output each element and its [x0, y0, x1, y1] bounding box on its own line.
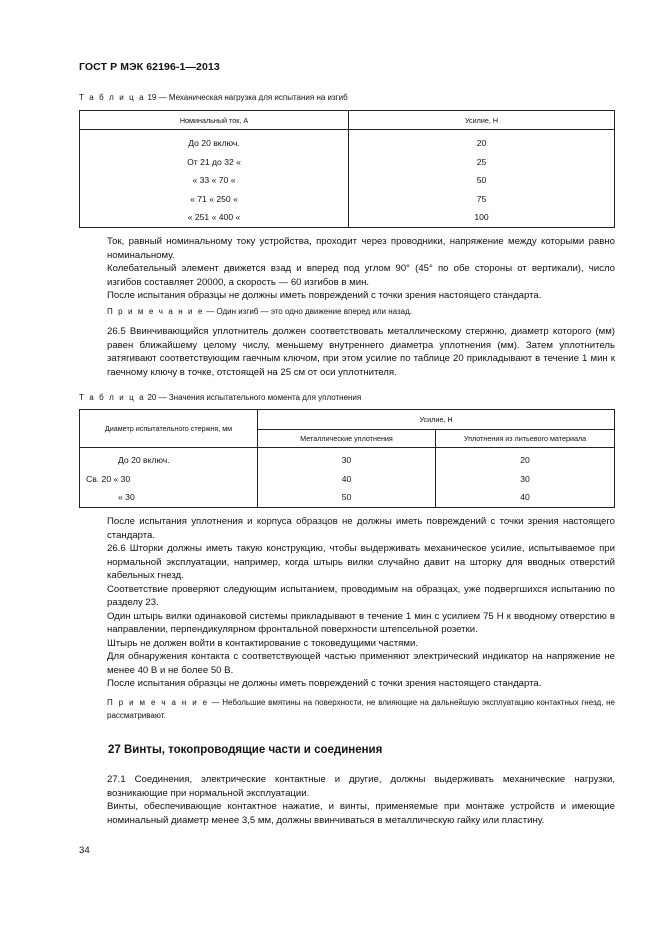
table20-cell: 40	[436, 488, 615, 507]
paragraph: Соответствие проверяют следующим испытанием, проводимым на образцах, уже подвергшихся испытанию по разделу 23.	[107, 583, 615, 608]
table19-cell: 100	[349, 208, 615, 227]
note-text: — Небольшие вмятины на поверхности, не влияющие на дальнейшую эксплуатацию контактных гнезд, не рассматривают.	[107, 698, 616, 720]
paragraph: Для обнаружения контакта с соответствующей частью применяют электрический индикатор на напряжение не менее 40 В и не более 50 В.	[107, 651, 615, 676]
note-label: П р и м е ч а н и е	[107, 698, 209, 707]
table20-cell: 40	[258, 470, 436, 489]
table20-cell: 30	[436, 470, 615, 489]
note-2	[79, 697, 615, 722]
table19-cell: « 251 « 400 «	[80, 208, 349, 227]
table19-cell: 20	[349, 130, 615, 153]
table-row	[80, 208, 615, 227]
table19-cell: 25	[349, 153, 615, 172]
table19-caption-label: Т а б л и ц а	[79, 93, 146, 102]
paragraph: 27.1 Соединения, электрические контактные и другие, должны выдерживать механические нагрузки, возникающие при нормальной эксплуатации.	[107, 774, 615, 799]
table19-header-force: Усилие, Н	[349, 111, 615, 130]
paragraph: Один штырь вилки одинаковой системы прикладывают в течение 1 мин с усилием 75 Н к вводному отверстию в направлении, перпендикулярном фронтальной поверхности штепсельной розетки.	[107, 610, 615, 635]
paragraph: Колебательный элемент движется взад и вперед под углом 90° (45° по обе стороны от вертикали), число изгибов составляет 20000, а скорость — 60 изгибов в мин.	[107, 263, 615, 288]
table20-cell: 50	[258, 488, 436, 507]
table20-caption-text: 20 — Значения испытательного момента для уплотнения	[147, 393, 362, 402]
paragraph: Ток, равный номинальному току устройства, проходит через проводники, напряжение между которыми равно номинальному.	[107, 236, 615, 261]
table20-cell: До 20 включ.	[80, 448, 258, 470]
table20-cell: 20	[436, 448, 615, 470]
paragraph-block-2	[79, 325, 615, 379]
paragraph-block-1	[79, 235, 615, 303]
table19-caption	[79, 93, 348, 102]
table20-caption	[79, 393, 361, 402]
table19-cell: 50	[349, 171, 615, 190]
paragraph: Винты, обеспечивающие контактное нажатие, и винты, применяемые при монтаже устройств и имеющие номинальный диаметр менее 3,5 мм, должны ввинчиваться в металлическую гайку или пластину.	[107, 801, 615, 826]
table19-cell: « 71 « 250 «	[80, 190, 349, 209]
table20-header-force: Усилие, Н	[258, 410, 615, 430]
table20-cell: « 30	[80, 488, 258, 507]
document-header: ГОСТ Р МЭК 62196-1—2013	[79, 61, 220, 73]
paragraph: Штырь не должен войти в контактирование с токоведущими частями.	[107, 637, 419, 649]
table-row	[80, 470, 615, 489]
section-heading: 27 Винты, токопроводящие части и соединения	[108, 744, 383, 756]
table-row	[80, 171, 615, 190]
page-number: 34	[79, 845, 90, 856]
note-label: П р и м е ч а н и е	[107, 307, 204, 316]
paragraph: 26.6 Шторки должны иметь такую конструкцию, чтобы выдерживать механическое усилие, испытываемое при нормальной эксплуатации, например, когда штырь вилки случайно давит на шторку для вводных отверстий кабельных гнезд.	[107, 543, 615, 581]
table20-caption-label: Т а б л и ц а	[79, 393, 146, 402]
table19-cell: До 20 включ.	[80, 130, 349, 153]
table20-cell: 30	[258, 448, 436, 470]
table20-header-metal: Металлические уплотнения	[258, 430, 436, 448]
table20-header-cast: Уплотнения из литьевого материала	[436, 430, 615, 448]
table-row	[80, 488, 615, 507]
table-row	[80, 130, 615, 153]
note-1	[79, 306, 615, 319]
paragraph-block-3	[79, 515, 615, 691]
table-row	[80, 448, 615, 470]
paragraph-block-4	[79, 773, 615, 827]
paragraph: После испытания образцы не должны иметь повреждений с точки зрения настоящего стандарта.	[107, 290, 542, 301]
table20-header-diameter: Диаметр испытательного стержня, мм	[80, 410, 258, 448]
table19-cell: От 21 до 32 «	[80, 153, 349, 172]
table-20	[79, 409, 615, 508]
paragraph: После испытания образцы не должны иметь повреждений с точки зрения настоящего стандарта.	[107, 678, 542, 689]
table-row	[80, 153, 615, 172]
table-19	[79, 110, 615, 228]
paragraph: 26.5 Ввинчивающийся уплотнитель должен соответствовать металлическому стержню, диаметр которого (мм) равен ближайшему целому числу, меньшему внутреннего диаметра уплотнения (мм). Затем уплотнитель затягивают соответствующим гаечным ключом, при этом усилие по таблице 20 прикладывают в течение 1 мин к гаечному ключу в точке, отстоящей на 25 см от оси уплотнителя.	[107, 326, 615, 378]
table-row	[80, 190, 615, 209]
table20-cell: Св. 20 « 30	[80, 470, 258, 489]
table19-caption-text: 19 — Механическая нагрузка для испытания на изгиб	[147, 93, 348, 102]
note-text: — Один изгиб — это одно движение вперед или назад.	[206, 307, 413, 316]
table19-header-current: Номинальный ток, А	[80, 111, 349, 130]
table19-cell: « 33 « 70 «	[80, 171, 349, 190]
table19-cell: 75	[349, 190, 615, 209]
paragraph: После испытания уплотнения и корпуса образцов не должны иметь повреждений с точки зрения настоящего стандарта.	[107, 516, 615, 541]
